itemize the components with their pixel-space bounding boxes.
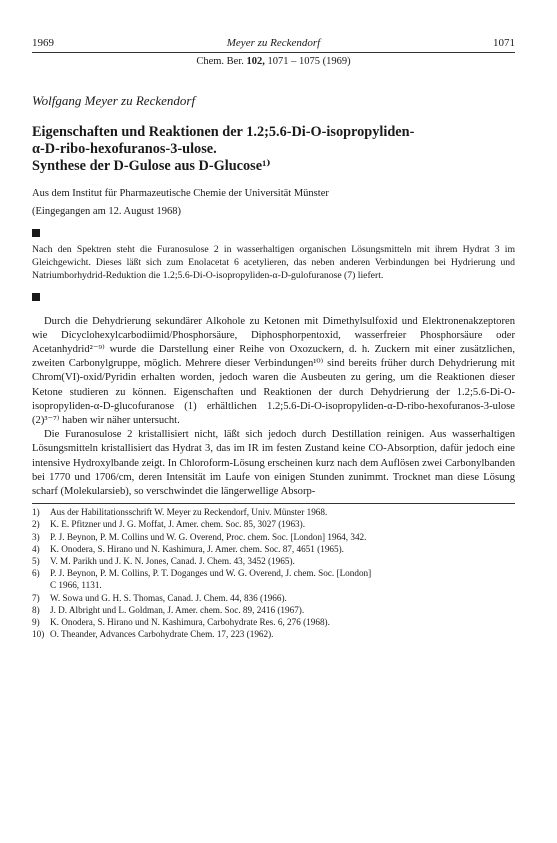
abstract-marker-icon — [32, 229, 40, 237]
title-line-2: α-D-ribo-hexofuranos-3-ulose. — [32, 141, 217, 157]
header-running-title: Meyer zu Reckendorf — [226, 37, 321, 49]
footnotes — [32, 506, 515, 640]
title-line-1: Eigenschaften und Reaktionen der 1.2;5.6-Di-O-isopropyliden- — [32, 124, 415, 140]
title-line-3: Synthese der D-Gulose aus D-Glucose¹⁾ — [32, 158, 271, 174]
citation-journal: Chem. Ber. — [196, 56, 244, 67]
footnote-text: K. Onodera, S. Hirano und N. Kashimura, J. Amer. chem. Soc. 87, 4651 (1965). — [50, 543, 344, 554]
footnote-item — [32, 531, 515, 543]
footnote-text: O. Theander, Advances Carbohydrate Chem. 17, 223 (1962). — [50, 629, 274, 640]
footnote-number: 8) — [32, 604, 40, 615]
article-body — [32, 315, 515, 500]
footnote-item — [32, 543, 515, 555]
footnote-item — [32, 592, 515, 604]
abstract-text: Nach den Spektren steht die Furanosulose 2 in wasserhaltigen organischen Lösungsmitteln mit ihrem Hydrat 3 im Gleichgewicht. Dieses läßt sich zum Enolacetat 6 acetylieren, das neben anderen Verbindungen bei Hydrierung und Natriumborhydrid-Reduktion die 1.2;5.6-Di-O-isopropyliden-α-D-gulofuranose (7) liefert. — [32, 244, 515, 282]
footnote-number: 5) — [32, 556, 40, 567]
footnote-text: P. J. Beynon, P. M. Collins, P. T. Doganges und W. G. Overend, J. chem. Soc. [London] — [50, 568, 372, 579]
footnote-item — [32, 518, 515, 530]
footnote-number: 4) — [32, 543, 40, 554]
footnote-item — [32, 506, 515, 518]
footnote-number: 2) — [32, 519, 40, 530]
footnote-text: K. Onodera, S. Hirano und N. Kashimura, Carbohydrate Res. 6, 276 (1968). — [50, 617, 330, 628]
running-header — [32, 36, 515, 53]
citation-pages: 1071 – 1075 (1969) — [267, 56, 351, 67]
header-year: 1969 — [32, 37, 54, 49]
footnote-text: J. D. Albright und L. Goldman, J. Amer. chem. Soc. 89, 2416 (1967). — [50, 604, 305, 615]
institute-affiliation: Aus dem Institut für Pharmazeutische Chemie der Universität Münster — [32, 188, 329, 199]
article-author: Wolfgang Meyer zu Reckendorf — [32, 93, 196, 108]
footnote-divider — [32, 503, 515, 504]
footnote-number: 10) — [32, 629, 45, 640]
footnote-item — [32, 616, 515, 628]
citation-volume: 102, — [246, 56, 265, 67]
body-paragraph-1: Durch die Dehydrierung sekundärer Alkohole zu Ketonen mit Dimethylsulfoxid und Elektronenakzeptoren wie Dicyclohexylcarbodiimid/Phosphorsäure, Diphosphorpentoxid, wasserfreier Phosphorsäure oder Acetanhydrid²⁻⁹⁾ wurde die Darstellung einer Reihe von Oxozuckern, d. h. Zuckern mit einer zusätzlichen, zweiten Carbonylgruppe, möglich. Mehrere dieser Verbindungen¹⁰⁾ sind bereits früher durch Dehydrierung mit Chrom(VI)-oxid/Pyridin erhalten worden, jedoch waren die Ausbeuten zu gering, um die Reaktionen dieser Ketone studieren zu können. Eigenschaften und Reaktionen der durch Dehydrierung der 1.2;5.6-Di-O-isopropyliden-α-D-glucofuranose (1) erhältlichen 1.2;5.6-Di-O-isopropyliden-α-D-ribo-hexofuranos-3-ulose (2)³⁻⁷⁾ haben wir näher untersucht. — [32, 315, 515, 427]
footnote-number: 9) — [32, 617, 40, 628]
body-paragraph-2: Die Furanosulose 2 kristallisiert nicht, läßt sich jedoch durch Destillation reinigen. Aus wasserhaltigen Lösungsmitteln kristallisiert das Hydrat 3, das im IR im festen Zustand keine CO-Absorption, dafür jedoch eine intensive Hydroxylbande zeigt. In Chloroform-Lösung erscheinen kurz nach dem Auflösen zwei Carbonylbanden bei 1770 und 1706/cm, deren Intensität im Laufe von einigen Stunden zunimmt. Trocknet man diese Lösung scharf (Molekularsieb), so verschwindet die längerwellige Absorp- — [32, 429, 515, 498]
footnote-text: W. Sowa und G. H. S. Thomas, Canad. J. Chem. 44, 836 (1966). — [50, 592, 287, 603]
journal-citation — [32, 55, 515, 69]
article-title — [32, 124, 515, 175]
footnote-number: 1) — [32, 507, 40, 518]
journal-page — [32, 36, 515, 640]
footnote-item — [32, 628, 515, 640]
footnote-item — [32, 567, 515, 579]
footnote-text: K. E. Pfitzner und J. G. Moffat, J. Amer. chem. Soc. 85, 3027 (1963). — [50, 519, 306, 530]
footnote-item — [32, 555, 515, 567]
footnote-text: P. J. Beynon, P. M. Collins und W. G. Overend, Proc. chem. Soc. [London] 1964, 342. — [50, 531, 367, 542]
footnote-continuation: C 1966, 1131. — [50, 580, 102, 591]
received-date: (Eingegangen am 12. August 1968) — [32, 206, 182, 217]
footnote-number: 6) — [32, 568, 40, 579]
header-page-number: 1071 — [493, 37, 515, 49]
footnote-text: Aus der Habilitationsschrift W. Meyer zu Reckendorf, Univ. Münster 1968. — [50, 507, 328, 518]
footnote-text: V. M. Parikh und J. K. N. Jones, Canad. J. Chem. 43, 3452 (1965). — [50, 556, 295, 567]
footnote-number: 7) — [32, 592, 40, 603]
footnote-item — [32, 604, 515, 616]
footnote-number: 3) — [32, 531, 40, 542]
body-marker-icon — [32, 293, 40, 301]
